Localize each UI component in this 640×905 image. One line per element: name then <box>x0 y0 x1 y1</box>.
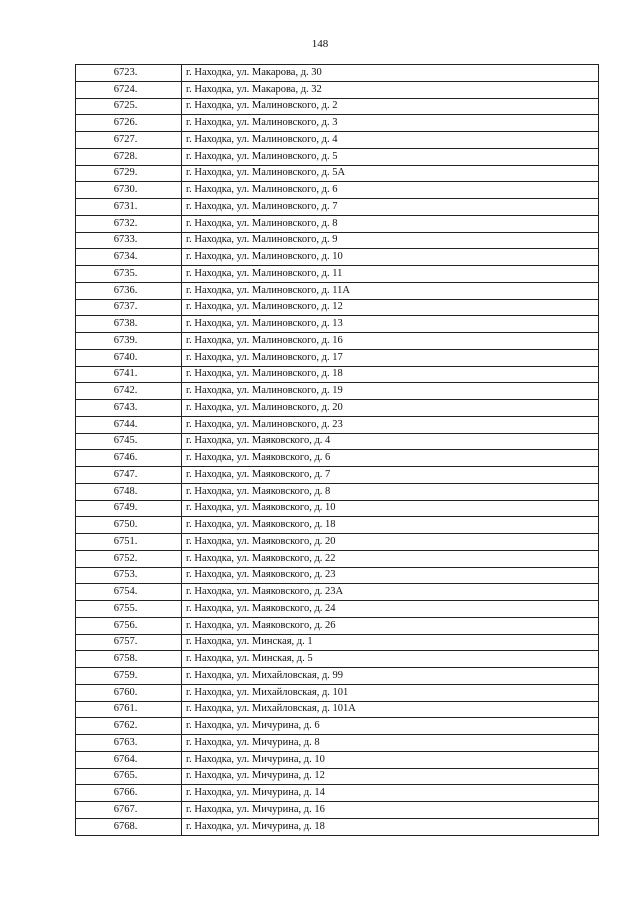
row-address: г. Находка, ул. Маяковского, д. 22 <box>182 550 599 567</box>
row-number: 6731. <box>76 199 182 216</box>
row-number: 6757. <box>76 634 182 651</box>
row-address: г. Находка, ул. Маяковского, д. 26 <box>182 617 599 634</box>
address-table <box>75 64 599 836</box>
row-number: 6759. <box>76 668 182 685</box>
row-number: 6745. <box>76 433 182 450</box>
row-address: г. Находка, ул. Маяковского, д. 24 <box>182 601 599 618</box>
row-address: г. Находка, ул. Минская, д. 5 <box>182 651 599 668</box>
row-number: 6727. <box>76 132 182 149</box>
row-address: г. Находка, ул. Маяковского, д. 6 <box>182 450 599 467</box>
row-address: г. Находка, ул. Малиновского, д. 11 <box>182 266 599 283</box>
table-row <box>76 768 599 785</box>
row-address: г. Находка, ул. Мичурина, д. 18 <box>182 818 599 835</box>
table-row <box>76 366 599 383</box>
row-address: г. Находка, ул. Малиновского, д. 9 <box>182 232 599 249</box>
table-row <box>76 299 599 316</box>
row-address: г. Находка, ул. Малиновского, д. 5А <box>182 165 599 182</box>
row-number: 6752. <box>76 550 182 567</box>
row-number: 6730. <box>76 182 182 199</box>
row-address: г. Находка, ул. Малиновского, д. 7 <box>182 199 599 216</box>
table-row <box>76 517 599 534</box>
table-row <box>76 550 599 567</box>
table-row <box>76 601 599 618</box>
row-address: г. Находка, ул. Маяковского, д. 23А <box>182 584 599 601</box>
table-row <box>76 333 599 350</box>
row-address: г. Находка, ул. Маяковского, д. 20 <box>182 534 599 551</box>
row-address: г. Находка, ул. Мичурина, д. 14 <box>182 785 599 802</box>
row-number: 6763. <box>76 735 182 752</box>
table-row <box>76 148 599 165</box>
row-number: 6768. <box>76 818 182 835</box>
row-number: 6755. <box>76 601 182 618</box>
row-number: 6751. <box>76 534 182 551</box>
row-address: г. Находка, ул. Малиновского, д. 17 <box>182 349 599 366</box>
table-row <box>76 802 599 819</box>
row-address: г. Находка, ул. Малиновского, д. 2 <box>182 98 599 115</box>
table-row <box>76 634 599 651</box>
row-number: 6729. <box>76 165 182 182</box>
table-row <box>76 450 599 467</box>
row-address: г. Находка, ул. Маяковского, д. 10 <box>182 500 599 517</box>
table-row <box>76 735 599 752</box>
row-address: г. Находка, ул. Малиновского, д. 8 <box>182 215 599 232</box>
row-number: 6725. <box>76 98 182 115</box>
row-address: г. Находка, ул. Макарова, д. 32 <box>182 81 599 98</box>
table-row <box>76 266 599 283</box>
table-row <box>76 165 599 182</box>
table-row <box>76 718 599 735</box>
row-address: г. Находка, ул. Михайловская, д. 101А <box>182 701 599 718</box>
table-row <box>76 132 599 149</box>
row-address: г. Находка, ул. Малиновского, д. 23 <box>182 416 599 433</box>
address-table-body <box>76 65 599 836</box>
table-row <box>76 567 599 584</box>
table-row <box>76 416 599 433</box>
row-number: 6742. <box>76 383 182 400</box>
row-number: 6733. <box>76 232 182 249</box>
page-number: 148 <box>311 38 329 50</box>
row-number: 6734. <box>76 249 182 266</box>
row-number: 6744. <box>76 416 182 433</box>
row-number: 6739. <box>76 333 182 350</box>
table-row <box>76 534 599 551</box>
row-number: 6747. <box>76 467 182 484</box>
table-row <box>76 668 599 685</box>
table-row <box>76 349 599 366</box>
table-row <box>76 316 599 333</box>
table-row <box>76 651 599 668</box>
row-number: 6749. <box>76 500 182 517</box>
table-row <box>76 617 599 634</box>
row-number: 6767. <box>76 802 182 819</box>
table-row <box>76 115 599 132</box>
row-address: г. Находка, ул. Михайловская, д. 99 <box>182 668 599 685</box>
row-address: г. Находка, ул. Маяковского, д. 8 <box>182 483 599 500</box>
row-address: г. Находка, ул. Маяковского, д. 18 <box>182 517 599 534</box>
row-number: 6735. <box>76 266 182 283</box>
table-row <box>76 818 599 835</box>
row-number: 6738. <box>76 316 182 333</box>
row-address: г. Находка, ул. Маяковского, д. 4 <box>182 433 599 450</box>
row-address: г. Находка, ул. Мичурина, д. 6 <box>182 718 599 735</box>
row-address: г. Находка, ул. Малиновского, д. 20 <box>182 400 599 417</box>
row-number: 6724. <box>76 81 182 98</box>
row-address: г. Находка, ул. Мичурина, д. 16 <box>182 802 599 819</box>
row-address: г. Находка, ул. Малиновского, д. 6 <box>182 182 599 199</box>
table-row <box>76 467 599 484</box>
table-row <box>76 500 599 517</box>
row-number: 6737. <box>76 299 182 316</box>
row-address: г. Находка, ул. Михайловская, д. 101 <box>182 684 599 701</box>
table-row <box>76 282 599 299</box>
row-number: 6756. <box>76 617 182 634</box>
table-row <box>76 249 599 266</box>
row-number: 6764. <box>76 751 182 768</box>
row-address: г. Находка, ул. Малиновского, д. 12 <box>182 299 599 316</box>
table-row <box>76 483 599 500</box>
row-number: 6754. <box>76 584 182 601</box>
row-number: 6732. <box>76 215 182 232</box>
table-row <box>76 785 599 802</box>
table-row <box>76 215 599 232</box>
table-row <box>76 383 599 400</box>
row-number: 6743. <box>76 400 182 417</box>
row-number: 6741. <box>76 366 182 383</box>
table-row <box>76 701 599 718</box>
table-row <box>76 684 599 701</box>
row-address: г. Находка, ул. Малиновского, д. 13 <box>182 316 599 333</box>
row-number: 6766. <box>76 785 182 802</box>
row-number: 6726. <box>76 115 182 132</box>
table-row <box>76 199 599 216</box>
row-address: г. Находка, ул. Малиновского, д. 5 <box>182 148 599 165</box>
row-address: г. Находка, ул. Малиновского, д. 11А <box>182 282 599 299</box>
table-row <box>76 751 599 768</box>
table-row <box>76 232 599 249</box>
row-number: 6728. <box>76 148 182 165</box>
row-address: г. Находка, ул. Малиновского, д. 18 <box>182 366 599 383</box>
row-number: 6740. <box>76 349 182 366</box>
row-address: г. Находка, ул. Малиновского, д. 16 <box>182 333 599 350</box>
table-row <box>76 400 599 417</box>
row-address: г. Находка, ул. Мичурина, д. 10 <box>182 751 599 768</box>
row-number: 6760. <box>76 684 182 701</box>
table-row <box>76 433 599 450</box>
row-address: г. Находка, ул. Малиновского, д. 10 <box>182 249 599 266</box>
row-address: г. Находка, ул. Малиновского, д. 4 <box>182 132 599 149</box>
table-row <box>76 584 599 601</box>
table-row <box>76 81 599 98</box>
row-number: 6762. <box>76 718 182 735</box>
row-address: г. Находка, ул. Малиновского, д. 3 <box>182 115 599 132</box>
row-number: 6748. <box>76 483 182 500</box>
row-address: г. Находка, ул. Минская, д. 1 <box>182 634 599 651</box>
row-number: 6758. <box>76 651 182 668</box>
row-number: 6736. <box>76 282 182 299</box>
row-address: г. Находка, ул. Мичурина, д. 12 <box>182 768 599 785</box>
row-address: г. Находка, ул. Малиновского, д. 19 <box>182 383 599 400</box>
row-number: 6746. <box>76 450 182 467</box>
row-address: г. Находка, ул. Макарова, д. 30 <box>182 65 599 82</box>
row-number: 6765. <box>76 768 182 785</box>
table-row <box>76 98 599 115</box>
row-address: г. Находка, ул. Мичурина, д. 8 <box>182 735 599 752</box>
row-number: 6723. <box>76 65 182 82</box>
row-number: 6761. <box>76 701 182 718</box>
table-row <box>76 182 599 199</box>
table-row <box>76 65 599 82</box>
row-number: 6753. <box>76 567 182 584</box>
row-address: г. Находка, ул. Маяковского, д. 7 <box>182 467 599 484</box>
row-number: 6750. <box>76 517 182 534</box>
row-address: г. Находка, ул. Маяковского, д. 23 <box>182 567 599 584</box>
